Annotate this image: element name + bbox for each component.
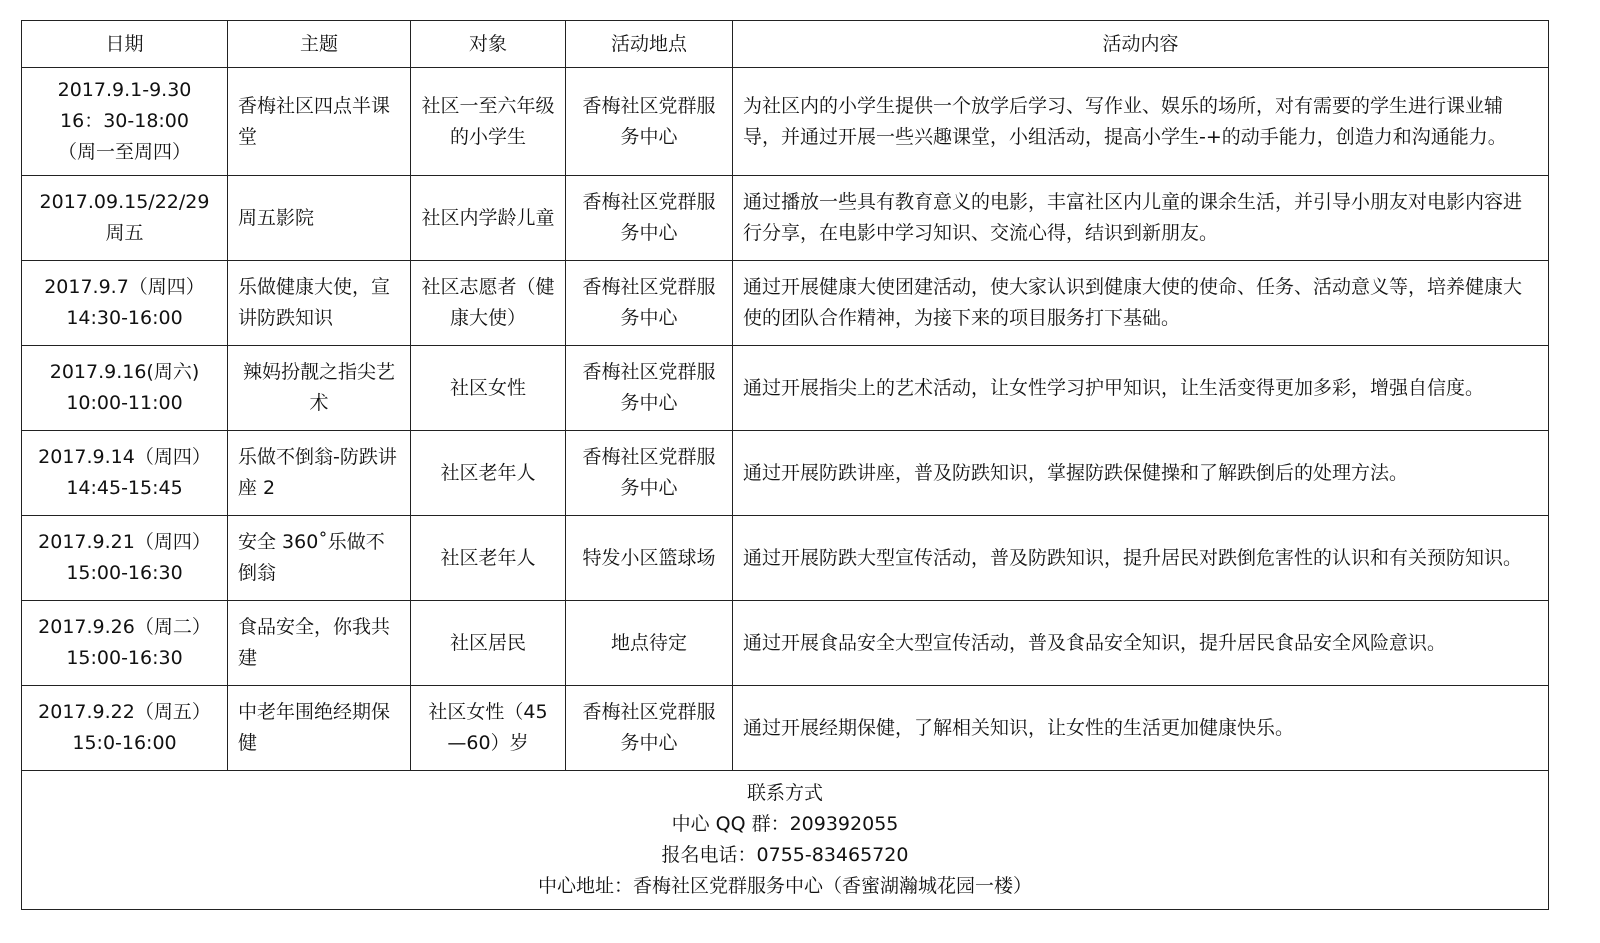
cell-theme: 安全 360˚乐做不倒翁 [228,516,411,601]
table-row [22,346,1549,431]
table-row [22,431,1549,516]
cell-place: 香梅社区党群服务中心 [566,261,733,346]
time-line: 15:00-16:30 [66,647,183,669]
cell-target: 社区一至六年级的小学生 [411,68,566,176]
time-line: 15:00-16:30 [66,562,183,584]
date-line: 2017.9.1-9.30 [57,79,192,101]
table-row [22,176,1549,261]
cell-date [22,261,228,346]
time-line: 15:0-16:00 [72,732,177,754]
header-date: 日期 [22,21,228,68]
contact-title: 联系方式 [746,782,823,804]
cell-target: 社区老年人 [411,431,566,516]
header-content: 活动内容 [733,21,1549,68]
date-line: 2017.9.7（周四） [44,276,205,298]
cell-theme: 中老年围绝经期保健 [228,686,411,771]
table-row [22,601,1549,686]
cell-content: 通过开展经期保健，了解相关知识，让女性的生活更加健康快乐。 [733,686,1549,771]
cell-date [22,346,228,431]
cell-place: 特发小区篮球场 [566,516,733,601]
cell-date [22,431,228,516]
cell-target: 社区志愿者（健康大使） [411,261,566,346]
cell-content: 通过开展健康大使团建活动，使大家认识到健康大使的使命、任务、活动意义等，培养健康大使的团队合作精神，为接下来的项目服务打下基础。 [733,261,1549,346]
activity-schedule-table [21,20,1549,910]
cell-date [22,176,228,261]
time-line: 10:00-11:00 [66,392,183,414]
contact-cell [22,771,1549,910]
date-line: 2017.9.16(周六) [49,361,200,383]
cell-target: 社区老年人 [411,516,566,601]
cell-place: 香梅社区党群服务中心 [566,346,733,431]
cell-theme: 食品安全，你我共建 [228,601,411,686]
cell-theme: 乐做不倒翁-防跌讲座 2 [228,431,411,516]
cell-target: 社区内学龄儿童 [411,176,566,261]
table-row [22,516,1549,601]
weekday-line: （周一至周四） [57,141,191,163]
cell-date [22,516,228,601]
cell-place: 地点待定 [566,601,733,686]
cell-content: 通过播放一些具有教育意义的电影，丰富社区内儿童的课余生活，并引导小朋友对电影内容进行分享，在电影中学习知识、交流心得，结识到新朋友。 [733,176,1549,261]
table-row [22,261,1549,346]
contact-qq-group: 中心 QQ 群：209392055 [671,813,899,835]
activity-schedule-sheet [21,20,1548,910]
cell-place: 香梅社区党群服务中心 [566,68,733,176]
weekday-line: 周五 [105,222,144,244]
cell-theme: 周五影院 [228,176,411,261]
date-line: 2017.9.22（周五） [38,701,211,723]
date-line: 2017.9.21（周四） [38,531,211,553]
header-row [22,21,1549,68]
cell-target: 社区女性 [411,346,566,431]
cell-content: 通过开展指尖上的艺术活动，让女性学习护甲知识，让生活变得更加多彩，增强自信度。 [733,346,1549,431]
table-row [22,686,1549,771]
date-line: 2017.09.15/22/29 [39,191,210,213]
cell-content: 通过开展防跌大型宣传活动，普及防跌知识，提升居民对跌倒危害性的认识和有关预防知识。 [733,516,1549,601]
cell-theme: 香梅社区四点半课堂 [228,68,411,176]
cell-content: 通过开展防跌讲座，普及防跌知识，掌握防跌保健操和了解跌倒后的处理方法。 [733,431,1549,516]
contact-row [22,771,1549,910]
cell-theme: 辣妈扮靓之指尖艺术 [228,346,411,431]
cell-date [22,68,228,176]
cell-target: 社区女性（45—60）岁 [411,686,566,771]
date-line: 2017.9.14（周四） [38,446,211,468]
cell-content: 通过开展食品安全大型宣传活动，普及食品安全知识，提升居民食品安全风险意识。 [733,601,1549,686]
cell-date [22,601,228,686]
cell-place: 香梅社区党群服务中心 [566,686,733,771]
cell-date [22,686,228,771]
header-theme: 主题 [228,21,411,68]
contact-phone: 报名电话：0755-83465720 [661,844,909,866]
cell-theme: 乐做健康大使，宣讲防跌知识 [228,261,411,346]
date-line: 2017.9.26（周二） [38,616,211,638]
contact-address: 中心地址：香梅社区党群服务中心（香蜜湖瀚城花园一楼） [537,875,1032,897]
cell-place: 香梅社区党群服务中心 [566,431,733,516]
time-line: 14:30-16:00 [66,307,183,329]
cell-target: 社区居民 [411,601,566,686]
table-row [22,68,1549,176]
time-line: 16：30-18:00 [60,110,189,132]
time-line: 14:45-15:45 [66,477,183,499]
header-target: 对象 [411,21,566,68]
cell-content: 为社区内的小学生提供一个放学后学习、写作业、娱乐的场所，对有需要的学生进行课业辅导，并通过开展一些兴趣课堂，小组活动，提高小学生-+的动手能力，创造力和沟通能力。 [733,68,1549,176]
header-place: 活动地点 [566,21,733,68]
cell-place: 香梅社区党群服务中心 [566,176,733,261]
